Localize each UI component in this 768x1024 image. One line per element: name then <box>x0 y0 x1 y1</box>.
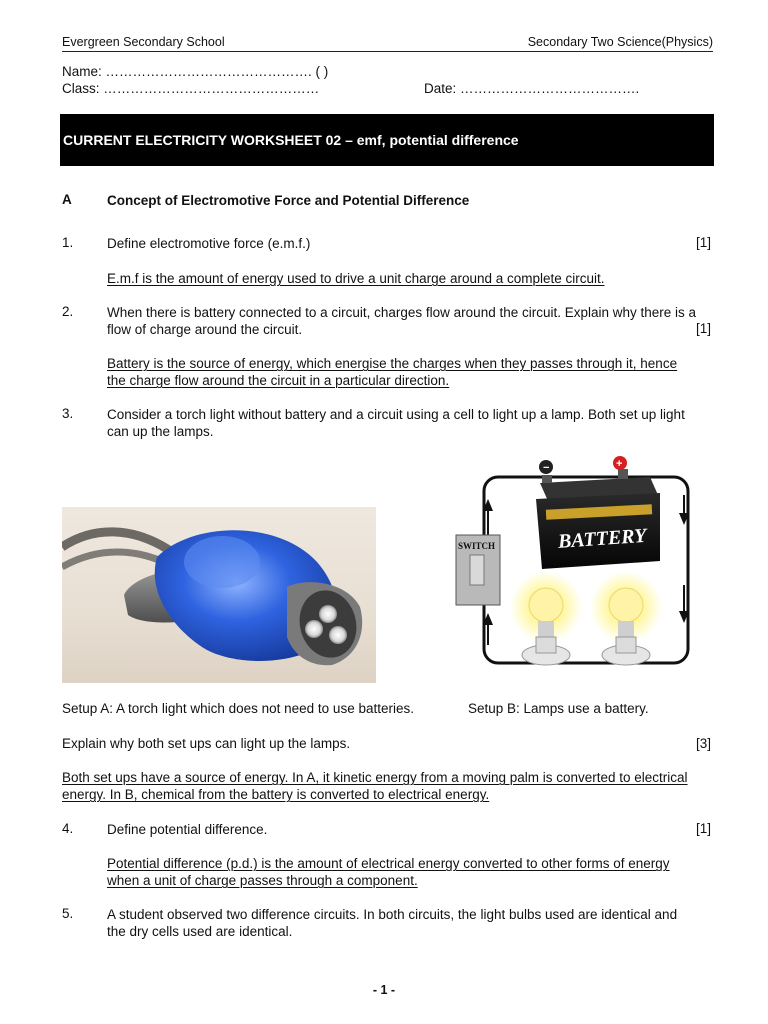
page-number: - 1 - <box>372 983 396 997</box>
question-number: 1. <box>62 235 74 250</box>
switch-box <box>456 535 500 605</box>
lamp-icon <box>590 571 662 665</box>
worksheet-title-banner <box>60 114 714 166</box>
question-number: 3. <box>62 406 74 421</box>
question-marks: [1] <box>695 821 711 836</box>
plus-symbol: + <box>616 458 623 470</box>
minus-symbol: − <box>543 462 550 474</box>
question-text: Define electromotive force (e.m.f.) <box>107 236 311 251</box>
answer-text: the charge flow around the circuit in a particular direction. <box>107 373 450 388</box>
question-text: flow of charge around the circuit. <box>107 322 303 337</box>
switch-label: SWITCH <box>458 541 496 551</box>
question-text: the dry cells used are identical. <box>107 924 293 939</box>
question-text: Consider a torch light without battery and a circuit using a cell to light up a lamp. Both set up light <box>107 407 685 422</box>
negative-terminal-icon <box>539 460 553 474</box>
setup-a-caption: Setup A: A torch light which does not need to use batteries. <box>62 701 414 716</box>
answer-text: E.m.f is the amount of energy used to drive a unit charge around a complete circuit. <box>107 271 605 286</box>
answer-text: Both set ups have a source of energy. In A, it kinetic energy from a moving palm is converted to electrical <box>62 770 688 785</box>
answer-text: when a unit of charge passes through a component. <box>107 873 418 888</box>
torch-illustration <box>62 507 376 683</box>
question-number: 5. <box>62 906 74 921</box>
subject-name: Secondary Two Science(Physics) <box>527 35 713 49</box>
question-marks: [1] <box>695 321 711 336</box>
worksheet-title: CURRENT ELECTRICITY WORKSHEET 02 – emf, potential difference <box>63 132 519 148</box>
answer-text: Battery is the source of energy, which energise the charges when they passes through it, hence <box>107 356 678 371</box>
school-name: Evergreen Secondary School <box>62 35 225 49</box>
section-letter: A <box>62 192 72 207</box>
positive-terminal-icon <box>613 456 627 470</box>
circuit-illustration <box>450 455 700 687</box>
answer-text: Potential difference (p.d.) is the amount of electrical energy converted to other forms of energy <box>107 856 670 871</box>
question-text: can up the lamps. <box>107 424 214 439</box>
question-number: 4. <box>62 821 74 836</box>
question-text: Define potential difference. <box>107 822 268 837</box>
lamp-icon <box>510 571 582 665</box>
battery-icon <box>536 469 660 569</box>
question-text: When there is battery connected to a circuit, charges flow around the circuit. Explain why there is a <box>107 305 697 320</box>
class-field: Class: ………………………………………… <box>62 81 320 96</box>
question-marks: [3] <box>695 736 711 751</box>
question-marks: [1] <box>695 235 711 250</box>
question-text: Explain why both set ups can light up the lamps. <box>62 736 351 751</box>
setup-b-caption: Setup B: Lamps use a battery. <box>468 701 649 716</box>
answer-text: energy. In B, chemical from the battery is converted to electrical energy. <box>62 787 490 802</box>
header-divider <box>62 51 713 52</box>
question-number: 2. <box>62 304 74 319</box>
battery-circuit-diagram <box>450 455 700 687</box>
name-field: Name: ………………………………………. ( ) <box>62 64 329 79</box>
torch-light-photo <box>62 507 376 683</box>
question-text: A student observed two difference circuits. In both circuits, the light bulbs used are identical and <box>107 907 678 922</box>
section-title: Concept of Electromotive Force and Potential Difference <box>107 193 470 208</box>
date-field: Date: …………………………………. <box>424 81 640 96</box>
battery-label: BATTERY <box>557 524 648 553</box>
